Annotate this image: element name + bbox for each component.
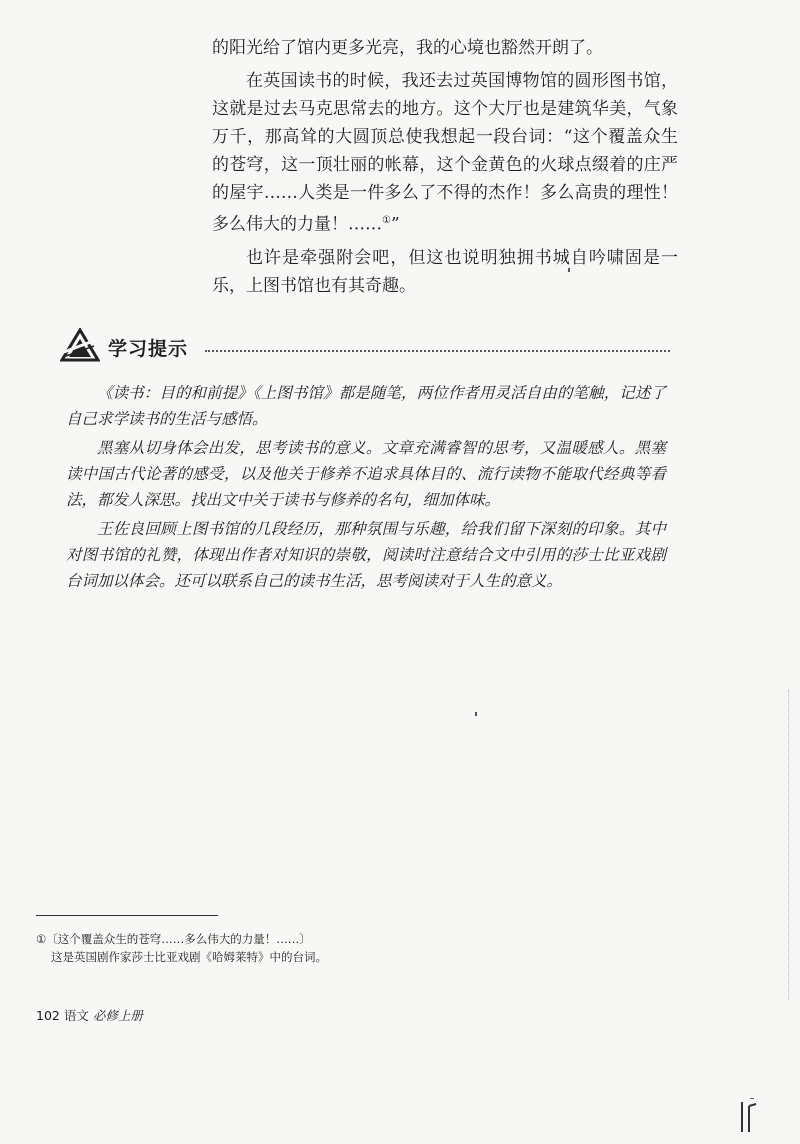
footnote-line-2: 这是英国剧作家莎士比亚戏剧《哈姆莱特》中的台词。 <box>51 950 327 964</box>
main-paragraph-2 <box>212 67 678 239</box>
page-number: 102 <box>36 1008 60 1023</box>
footnote-divider <box>36 915 218 916</box>
tip-paragraph: 黑塞从切身体会出发，思考读书的意义。文章充满睿智的思考，又温暖感人。黑塞读中国古代论著的感受，以及他关于修养不追求具体目的、流行读物不能取代经典等看法，都发人深思。找出文中关于读书与修养的名句，细加体味。 <box>66 439 666 509</box>
scan-speck <box>475 712 477 716</box>
footnote <box>36 930 366 966</box>
scan-edge <box>788 690 789 1000</box>
main-text <box>212 34 678 300</box>
dotted-leader <box>205 350 670 352</box>
page-footer <box>36 1006 143 1024</box>
footnote-line-1: ①〔这个覆盖众生的苍穹……多么伟大的力量！……〕 <box>36 932 311 946</box>
book-label: 必修上册 <box>92 1008 143 1023</box>
footnote-reference: ① <box>382 215 391 226</box>
tip-paragraph: 《读书：目的和前提》《上图书馆》都是随笔，两位作者用灵活自由的笔触，记述了自己求学读书的生活与感悟。 <box>66 384 666 428</box>
main-paragraph-2-text: 在英国读书的时候，我还去过英国博物馆的圆形图书馆，这就是过去马克思常去的地方。这个大厅也是建筑华美，气象万千，那高耸的大圆顶总使我想起一段台词：“这个覆盖众生的苍穹，这一顶壮丽的帐幕，这个金黄色的火球点缀着的庄严的屋宇……人类是一件多么了不得的杰作！多么高贵的理性！多么伟大的力量！…… <box>212 71 678 235</box>
triangle-emblem-icon <box>60 328 100 362</box>
main-paragraph-3: 也许是牵强附会吧，但这也说明独拥书城自吟啸固是一乐，上图书馆也有其奇趣。 <box>212 247 678 296</box>
closing-quote: ” <box>390 214 400 235</box>
section-title: 学习提示 <box>108 338 189 360</box>
tip-paragraph: 王佐良回顾上图书馆的几段经历，那种氛围与乐趣，给我们留下深刻的印象。其中对图书馆的礼赞，体现出作者对知识的崇敬，阅读时注意结合文中引用的莎士比亚戏剧台词加以体会。还可以联系自己的读书生活，思考阅读对于人生的意义。 <box>66 520 666 590</box>
main-paragraph-1: 的阳光给了馆内更多光亮，我的心境也豁然开朗了。 <box>212 38 603 58</box>
scan-speck <box>568 268 570 272</box>
subject-label: 语文 <box>63 1008 89 1023</box>
handwritten-mark-icon <box>736 1098 758 1134</box>
study-tips-header <box>60 328 670 364</box>
study-tips-body <box>66 380 666 594</box>
